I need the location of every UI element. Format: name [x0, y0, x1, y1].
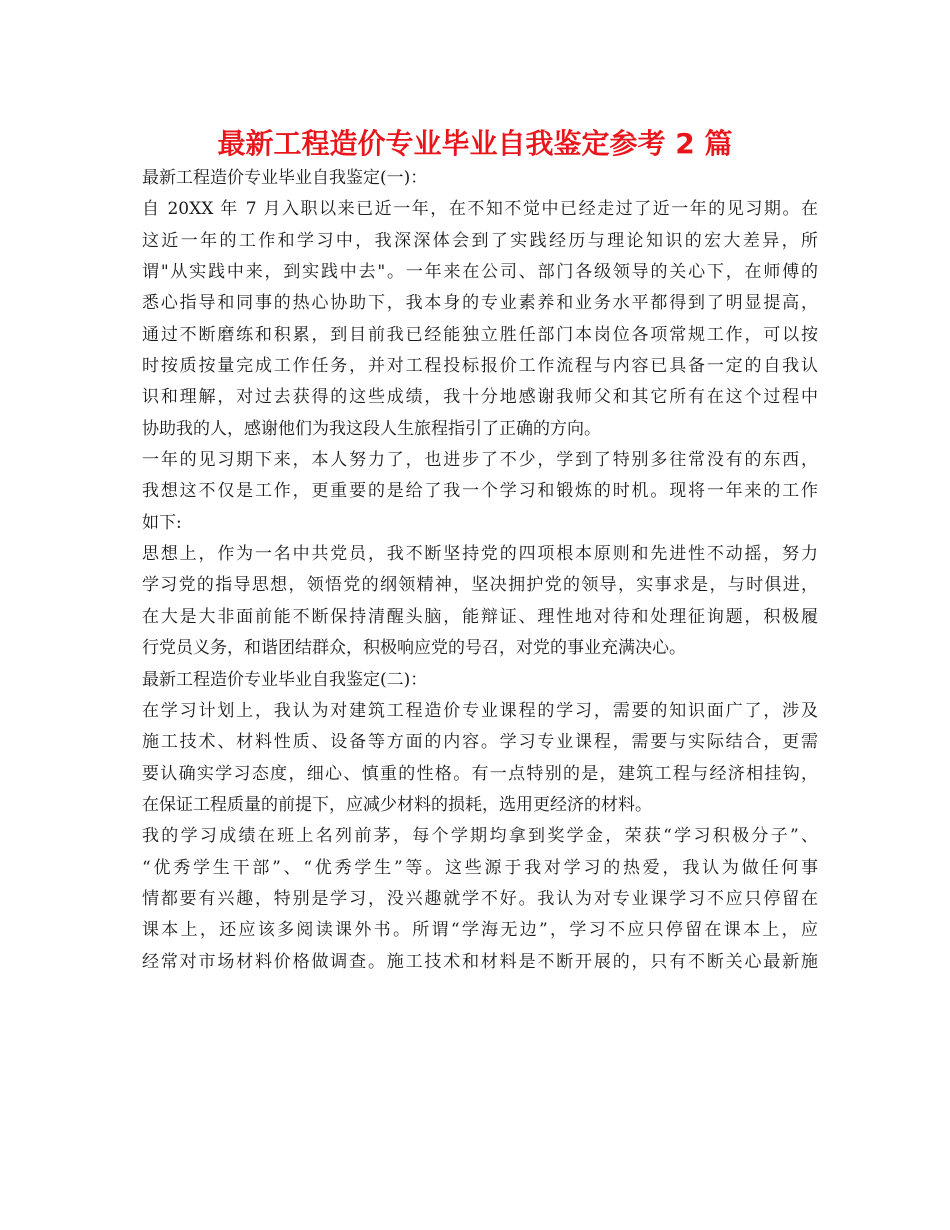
text-line: 我想这不仅是工作，更重要的是给了我一个学习和锻炼的时机。现将一年来的工作	[142, 481, 818, 502]
text-line: 时按质按量完成工作任务，并对工程投标报价工作流程与内容已具备一定的自我认	[142, 356, 818, 377]
text-line: 行党员义务，和谐团结群众，积极响应党的号召，对党的事业充满决心。	[142, 638, 686, 659]
text-line: 经常对市场材料价格做调查。施工技术和材料是不断开展的，只有不断关心最新施	[142, 951, 818, 972]
text-line: 情都要有兴趣，特别是学习，没兴趣就学不好。我认为对专业课学习不应只停留在	[142, 888, 818, 909]
text-line: 施工技术、材料性质、设备等方面的内容。学习专业课程，需要与实际结合，更需	[142, 732, 818, 753]
text-line: 在保证工程质量的前提下，应减少材料的损耗，选用更经济的材料。	[142, 794, 652, 815]
text-line: 要认确实学习态度，细心、慎重的性格。有一点特别的是，建筑工程与经济相挂钩，	[142, 763, 818, 784]
text-line: 通过不断磨练和积累，到目前我已经能独立胜任部门本岗位各项常规工作，可以按	[142, 324, 818, 345]
text-line: 如下:	[142, 512, 182, 533]
text-line: 一年的见习期下来，本人努力了，也进步了不少，学到了特别多往常没有的东西，	[142, 450, 818, 471]
text-line: 思想上，作为一名中共党员，我不断坚持党的四项根本原则和先进性不动摇，努力	[142, 544, 818, 565]
text-line: 我的学习成绩在班上名列前茅，每个学期均拿到奖学金，荣获“学习积极分子”、	[142, 826, 818, 847]
text-line: 自 20XX 年 7 月入职以来已近一年，在不知不觉中已经走过了近一年的见习期。在	[142, 199, 818, 220]
text-line: 学习党的指导思想，领悟党的纲领精神，坚决拥护党的领导，实事求是，与时俱进，	[142, 575, 818, 596]
text-line: “优秀学生干部”、“优秀学生”等。这些源于我对学习的热爱，我认为做任何事	[142, 857, 818, 878]
text-line: 这近一年的工作和学习中，我深深体会到了实践经历与理论知识的宏大差异，所	[142, 230, 818, 251]
text-line: 识和理解，对过去获得的这些成绩，我十分地感谢我师父和其它所有在这个过程中	[142, 387, 818, 408]
text-line: 在大是大非面前能不断保持清醒头脑，能辩证、理性地对待和处理征询题，积极履	[142, 606, 818, 627]
text-line: 谓"从实践中来，到实践中去"。一年来在公司、部门各级领导的关心下，在师傅的	[142, 262, 818, 283]
document-title: 最新工程造价专业毕业自我鉴定参考 2 篇	[217, 127, 733, 160]
text-line: 课本上，还应该多阅读课外书。所谓“学海无边”，学习不应只停留在课本上，应	[142, 920, 818, 941]
text-line: 最新工程造价专业毕业自我鉴定(一)：	[142, 168, 428, 188]
text-line: 在学习计划上，我认为对建筑工程造价专业课程的学习，需要的知识面广了，涉及	[142, 700, 818, 721]
text-line: 悉心指导和同事的热心协助下，我本身的专业素养和业务水平都得到了明显提高，	[142, 293, 818, 314]
document-body	[142, 163, 818, 978]
text-line: 最新工程造价专业毕业自我鉴定(二)：	[142, 669, 428, 690]
text-line: 协助我的人，感谢他们为我这段人生旅程指引了正确的方向。	[142, 418, 601, 439]
